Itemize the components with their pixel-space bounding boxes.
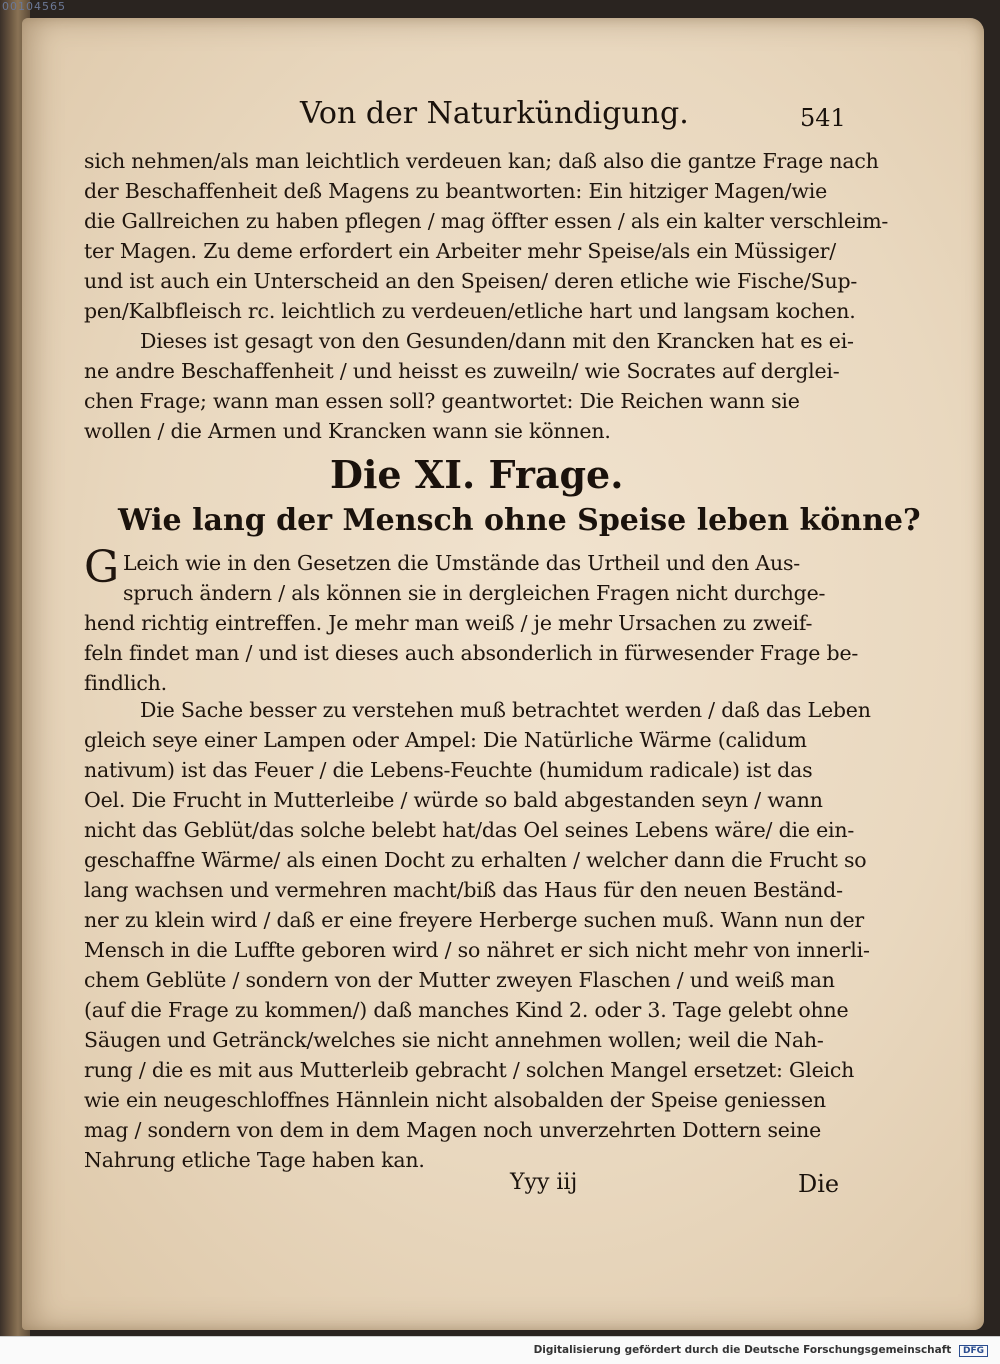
text-line: ne andre Beschaffenheit / und heisst es zuweiln/ wie Socrates auf derglei- [84, 359, 840, 383]
text-line: der Beschaffenheit deß Magens zu beantworten: Ein hitziger Magen/wie [84, 179, 828, 203]
text-line: findlich. [84, 671, 167, 695]
text-line: Die Sache besser zu verstehen muß betrachtet werden / daß das Leben [140, 698, 871, 722]
text-line: Mensch in die Luffte geboren wird / so nähret er sich nicht mehr von innerli- [84, 938, 870, 962]
text-line: mag / sondern von dem in dem Magen noch unverzehrten Dottern seine [84, 1118, 822, 1142]
paragraph-continued [84, 146, 888, 326]
text-line: Nahrung etliche Tage haben kan. [84, 1148, 425, 1172]
paragraph-healthy-sick [84, 326, 854, 446]
paragraph-answer-intro [84, 542, 859, 698]
text-line: hend richtig eintreffen. Je mehr man weiß / je mehr Ursachen zu zweif- [84, 611, 813, 635]
scan-label: 00104565 [2, 0, 66, 13]
text-line: nicht das Geblüt/das solche belebt hat/das Oel seines Lebens wäre/ die ein- [84, 818, 855, 842]
text-line: geschaffne Wärme/ als einen Docht zu erhalten / welcher dann die Frucht so [84, 848, 867, 872]
running-head: Von der Naturkündigung. [300, 96, 689, 131]
text-line: wollen / die Armen und Krancken wann sie können. [84, 419, 611, 443]
question-heading: Die XI. Frage. [330, 452, 624, 497]
text-line: (auf die Frage zu kommen/) daß manches Kind 2. oder 3. Tage gelebt ohne [84, 998, 849, 1022]
text-line: Säugen und Getränck/welches sie nicht annehmen wollen; weil die Nah- [84, 1028, 824, 1052]
page-number: 541 [800, 104, 846, 132]
text-line: ner zu klein wird / daß er eine freyere Herberge suchen muß. Wann nun der [84, 908, 865, 932]
text-line: gleich seye einer Lampen oder Ampel: Die Natürliche Wärme (calidum [84, 728, 807, 752]
text-line: Oel. Die Frucht in Mutterleibe / würde so bald abgestanden seyn / wann [84, 788, 823, 812]
dfg-logo-icon: DFG [959, 1345, 988, 1357]
text-line: feln findet man / und ist dieses auch absonderlich in fürwesender Frage be- [84, 641, 859, 665]
footer-credit [534, 1344, 988, 1357]
text-line: pen/Kalbfleisch rc. leichtlich zu verdeuen/etliche hart und langsam kochen. [84, 299, 856, 323]
text-line: rung / die es mit aus Mutterleib gebracht / solchen Mangel ersetzet: Gleich [84, 1058, 855, 1082]
text-line: nativum) ist das Feuer / die Lebens-Feuchte (humidum radicale) ist das [84, 758, 813, 782]
footer-credit-text: Digitalisierung gefördert durch die Deutsche Forschungsgemeinschaft [533, 1344, 952, 1356]
digitization-footer [0, 1336, 1000, 1364]
text-line: chen Frage; wann man essen soll? geantwortet: Die Reichen wann sie [84, 389, 800, 413]
text-line: die Gallreichen zu haben pflegen / mag öffter essen / als ein kalter verschleim- [84, 209, 889, 233]
text-line: ter Magen. Zu deme erfordert ein Arbeiter mehr Speise/als ein Müssiger/ [84, 239, 836, 263]
text-line: Leich wie in den Gesetzen die Umstände das Urtheil und den Aus- [122, 551, 801, 575]
text-line: sich nehmen/als man leichtlich verdeuen kan; daß also die gantze Frage nach [84, 149, 879, 173]
catchword: Die [798, 1170, 840, 1198]
text-line: und ist auch ein Unterscheid an den Speisen/ deren etliche wie Fische/Sup- [84, 269, 858, 293]
paragraph-lamp-analogy [84, 695, 871, 1175]
signature-mark: Yyy iij [510, 1170, 578, 1195]
drop-capital: G [84, 542, 119, 593]
text-line: wie ein neugeschloffnes Hännlein nicht alsobalden der Speise geniessen [84, 1088, 826, 1112]
text-line: Dieses ist gesagt von den Gesunden/dann mit den Krancken hat es ei- [140, 329, 854, 353]
question-subheading: Wie lang der Mensch ohne Speise leben könne? [118, 503, 921, 538]
text-line: lang wachsen und vermehren macht/biß das Haus für den neuen Beständ- [84, 878, 843, 902]
text-line: spruch ändern / als können sie in dergleichen Fragen nicht durchge- [122, 581, 826, 605]
text-line: chem Geblüte / sondern von der Mutter zweyen Flaschen / und weiß man [84, 968, 835, 992]
